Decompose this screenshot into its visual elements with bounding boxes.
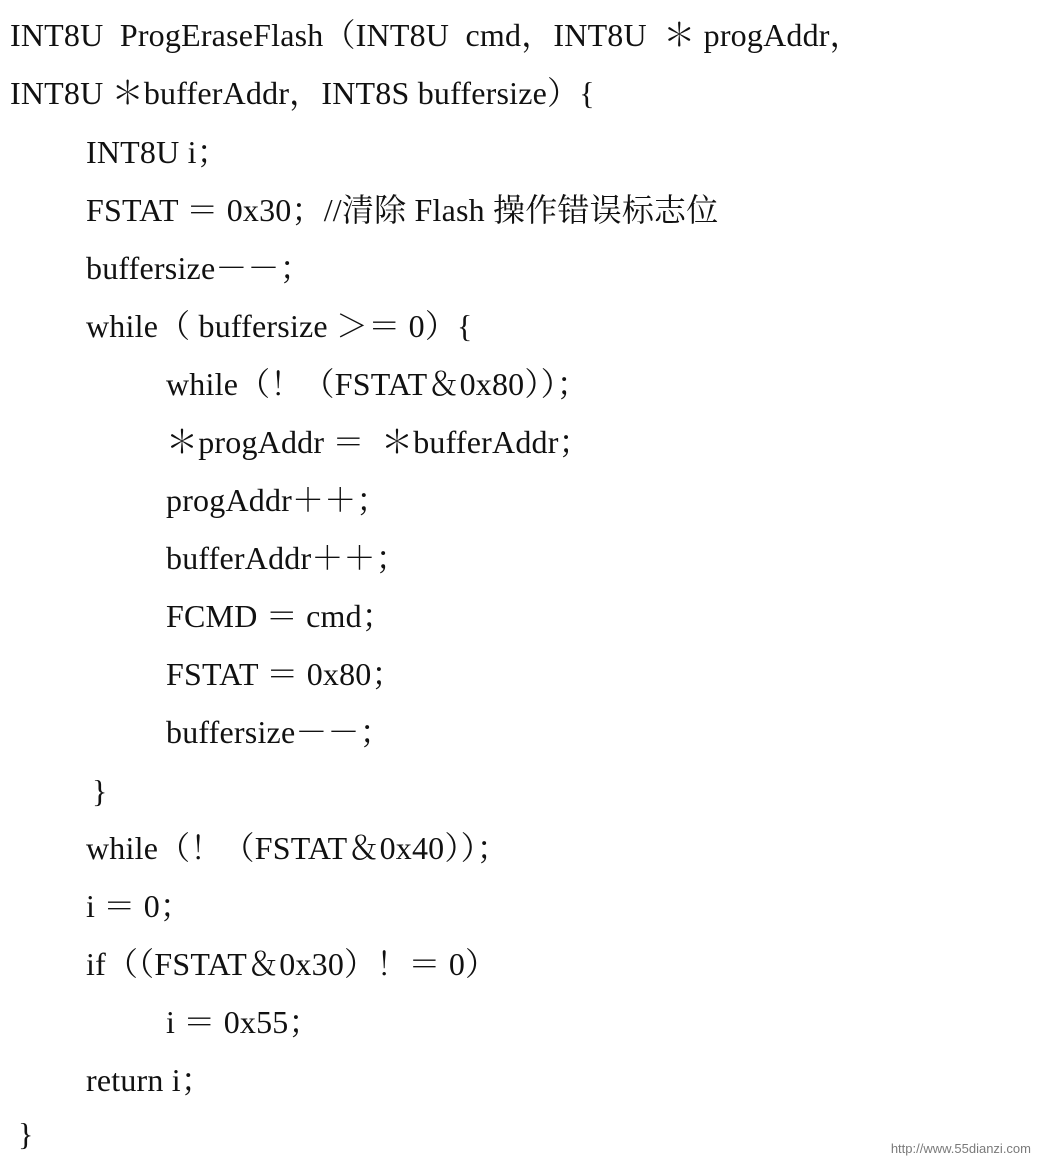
code-line-wait-command-complete: while（！（FSTAT＆0x40））； [86,830,509,866]
code-line-function-signature: INT8U ProgEraseFlash（INT8U cmd，INT8U ＊ progAddr， [10,17,862,53]
code-line-start-flash-command: FSTAT ＝ 0x80； [166,656,404,692]
code-line-copy-buffer-value: ＊progAddr ＝ ＊bufferAddr； [166,424,591,460]
code-line-increment-buffer-address: bufferAddr＋＋； [166,540,408,576]
code-line-increment-prog-address: progAddr＋＋； [166,482,389,518]
code-line-decrement-buffersize: buffersize－－； [86,250,312,286]
code-line-decrement-loop-size: buffersize－－； [166,714,392,750]
code-line-check-error-flags: if（（FSTAT＆0x30）！＝ 0） [86,946,498,982]
code-line-function-closing-brace: } [18,1116,34,1152]
code-line-function-parameters: INT8U ＊bufferAddr，INT8S buffersize）{ [10,75,595,111]
code-line-return-result: return i； [86,1062,214,1098]
code-line-loop-closing-brace: } [92,773,108,809]
code-line-set-error-result: i ＝ 0x55； [166,1004,321,1040]
code-line-while-buffersize-loop: while（ buffersize ＞＝ 0）{ [86,308,473,344]
code-line-clear-flash-error-flags: FSTAT ＝ 0x30；//清除 Flash 操作错误标志位 [86,192,719,228]
code-line-reset-result: i ＝ 0； [86,888,193,924]
code-line-wait-flash-ready: while（！（FSTAT＆0x80））； [166,366,589,402]
source-watermark: http://www.55dianzi.com [890,1141,1031,1156]
code-line-variable-declaration: INT8U i； [86,134,229,170]
code-line-set-flash-command: FCMD ＝ cmd； [166,598,394,634]
